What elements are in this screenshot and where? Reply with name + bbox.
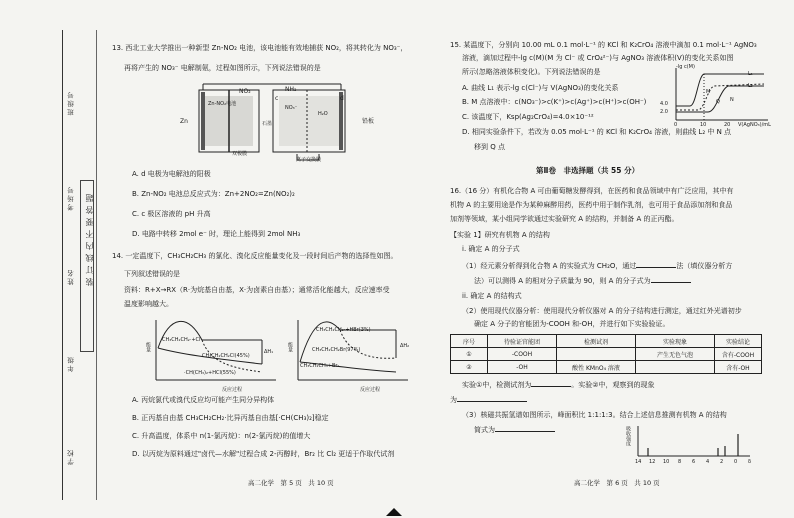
q15-stem3: 所示(忽略溶液体积变化)。下列说法错误的是 bbox=[462, 68, 601, 76]
q16-nmr-xtick: 12 bbox=[649, 459, 656, 465]
q16-nmr-x: δ bbox=[748, 459, 752, 465]
q13-stem: 13. 西北工业大学推出一种新型 Zn-NO₂ 电池，该电池能有效地捕获 NO₂，将其转化为 NO₃⁻， bbox=[112, 44, 408, 52]
binding-grade: 年级 bbox=[67, 355, 75, 372]
q16-nmr-xtick: 0 bbox=[734, 459, 738, 465]
q16-blank-reagent[interactable] bbox=[531, 380, 571, 387]
q16-nmr-xtick: 8 bbox=[678, 459, 682, 465]
binding-line-inner bbox=[96, 30, 97, 500]
binding-name: 姓名 bbox=[67, 268, 75, 285]
table-header: 序号 bbox=[451, 335, 488, 348]
footer-right: 高二化学 第 6 页 共 10 页 bbox=[574, 479, 660, 487]
table-header-row bbox=[451, 335, 762, 348]
q14-right-x: 反应过程 bbox=[360, 387, 381, 393]
q15-chart-xtick-1: 10 bbox=[700, 122, 707, 128]
q16-ii: ii. 确定 A 的结构式 bbox=[462, 292, 522, 300]
q15-option-d-cont: 移到 Q 点 bbox=[474, 143, 505, 151]
q13-bipolar-label: 双极膜 bbox=[232, 151, 248, 157]
table-header: 实验现象 bbox=[636, 335, 715, 348]
q16-sub3b-text: 简式为 bbox=[474, 426, 495, 434]
binding-class: 班级号 bbox=[67, 90, 75, 116]
q14-left-low: ·CH(CH₃)₂+HCl(55%) bbox=[184, 370, 236, 376]
q14-option-d: D. 以丙烷为原料通过"卤代—水解"过程合成 2-丙醇时，Br₂ 比 Cl₂ 更适于作取代试剂 bbox=[132, 450, 395, 458]
q13-d-electrode: d bbox=[340, 95, 344, 102]
binding-seal-box bbox=[80, 180, 94, 352]
q14-option-c: C. 升高温度，体系中 n(1-氯丙烷)：n(2-氯丙烷)的值增大 bbox=[132, 432, 311, 440]
table-cell: 含有-COOH bbox=[715, 348, 762, 361]
table-cell: ① bbox=[451, 348, 488, 361]
q13-diagram bbox=[193, 82, 353, 164]
q16-p1: 16.（16 分）有机化合物 A 可由葡萄糖发酵得到，在医药和食品领域中有广泛应用，其中有 bbox=[450, 187, 734, 195]
q15-chart-m: M bbox=[706, 89, 711, 95]
q13-no3-label: NO₃⁻ bbox=[285, 105, 298, 111]
binding-seal: 装订线内不要答题 bbox=[85, 190, 94, 286]
q15-option-c: C. 该温度下，Ksp(Ag₂CrO₄)=4.0×10⁻¹² bbox=[462, 113, 594, 121]
q13-no2-label: NO₂ bbox=[239, 88, 251, 95]
q13-membrane-label: 离子交换膜 bbox=[296, 157, 322, 163]
q15-chart-ytick-1: 4.0 bbox=[660, 101, 668, 107]
q16-blank-method[interactable] bbox=[636, 261, 676, 268]
q13-c-electrode: c bbox=[275, 95, 279, 102]
q15-stem: 15. 某温度下，分别向 10.00 mL 0.1 mol·L⁻¹ 的 KCl 和 K₂CrO₄ 溶液中滴加 0.1 mol·L⁻¹ AgNO₃ bbox=[450, 41, 757, 49]
q16-blank-text-3: 为 bbox=[450, 396, 457, 404]
table-cell: -OH bbox=[488, 361, 557, 374]
q15-stem2: 溶液，滴加过程中-lg c(M)(M 为 Cl⁻ 或 CrO₄²⁻)与 AgNO₃ 溶液体积(V)的变化关系如图 bbox=[462, 54, 734, 62]
q16-nmr-xtick: 4 bbox=[706, 459, 710, 465]
binding-exam-no: 考场号 bbox=[67, 185, 75, 211]
footer-left: 高二化学 第 5 页 共 10 页 bbox=[248, 479, 334, 487]
q16-nmr-xtick: 14 bbox=[635, 459, 642, 465]
q14-info: 资料：R+X→RX（R·为烷基自由基，X·为卤素自由基）；通常活化能越大，反应速率受 bbox=[124, 286, 390, 294]
q14-stem: 14. 一定温度下，CH₃CH₂CH₃ 的氯化、溴化反应能量变化及一段时间后产物的选择性如图。 bbox=[112, 252, 398, 260]
q14-right-top: CH₃CH₂CH₂·+HBr(3%) bbox=[316, 327, 371, 333]
q14-left-mid: CH₃CH₂CH₂Cl(45%) bbox=[202, 353, 250, 359]
q14-option-a: A. 丙烷氯代或溴代反应均可能产生同分异构体 bbox=[132, 396, 275, 404]
q13-option-d: D. 电路中转移 2mol e⁻ 时，理论上能得到 2mol NH₃ bbox=[132, 230, 301, 238]
q16-blank-text-2: 。实验②中，观察到的现象 bbox=[571, 381, 655, 389]
q16-sub3: （3）核磁共振氢谱如图所示，峰面积比 1:1:1:3。结合上述信息推测有机物 A 的结构 bbox=[462, 411, 727, 419]
q16-blanks-line bbox=[462, 380, 655, 390]
q14-left-top: CH₃CH₂CH₂·+Cl· bbox=[162, 337, 203, 343]
q16-sub1b-text: 法（填仪器分析方 bbox=[676, 262, 733, 270]
binding-school: 学校 bbox=[67, 448, 75, 465]
q16-sub2b: 确定 A 分子的官能团为-COOH 和-OH，并进行如下实验验证。 bbox=[474, 320, 670, 328]
table-cell: -COOH bbox=[488, 348, 557, 361]
q14-stem2: 下列叙述错误的是 bbox=[124, 270, 180, 278]
q16-blank-phenomenon[interactable] bbox=[457, 395, 527, 402]
q15-chart-xtick-0: 0 bbox=[674, 122, 678, 128]
q14-left-y: 能量 bbox=[145, 342, 151, 352]
q16-sub1-text: （1）经元素分析得到化合物 A 的实验式为 CH₂O，通过 bbox=[462, 262, 637, 270]
q15-chart-q: Q bbox=[716, 99, 720, 105]
q16-nmr-xtick: 6 bbox=[692, 459, 696, 465]
q15-chart bbox=[668, 66, 772, 128]
q15-option-a: A. 曲线 L₁ 表示-lg c(Cl⁻)与 V(AgNO₃)的变化关系 bbox=[462, 84, 619, 92]
q14-right-y: 能量 bbox=[287, 342, 293, 352]
q14-right-dh: ΔH₂ bbox=[400, 343, 410, 349]
q13-h2o-label: H₂O bbox=[318, 111, 328, 117]
q16-p3: 加剂等领域，某小组同学欲通过实验研究 A 的结构，并制备 A 的正丙酯。 bbox=[450, 215, 679, 223]
q15-chart-ytick-2: 2.0 bbox=[660, 109, 668, 115]
table-cell-blank[interactable] bbox=[636, 361, 715, 374]
q16-nmr-xtick: 10 bbox=[663, 459, 670, 465]
q16-blanks-line-2 bbox=[450, 395, 527, 405]
q16-nmr-xtick: 2 bbox=[720, 459, 724, 465]
q16-sub1c bbox=[474, 276, 691, 286]
q15-chart-l2: L₂ bbox=[748, 83, 753, 89]
q15-option-d: D. 相同实验条件下，若改为 0.05 mol·L⁻¹ 的 KCl 和 K₂CrO₄ 溶液，则曲线 L₂ 中 N 点 bbox=[462, 128, 732, 136]
q15-chart-xtick-2: 20 bbox=[724, 122, 731, 128]
q13-option-c: C. c 极区溶液的 pH 升高 bbox=[132, 210, 211, 218]
table-cell: 酸性 KMnO₄ 溶液 bbox=[557, 361, 636, 374]
q13-battery-label: Zn-NO₂电池 bbox=[208, 101, 237, 107]
q14-left-dh: ΔH₁ bbox=[264, 349, 274, 355]
section-2-title: 第Ⅱ卷 非选择题（共 55 分） bbox=[536, 166, 640, 175]
q13-option-a: A. d 电极为电解池的阳极 bbox=[132, 170, 211, 178]
scan-mark bbox=[386, 508, 402, 516]
q16-sub1 bbox=[462, 261, 732, 271]
q16-sub1c-text: 法）可以测得 A 的相对分子质量为 90，则 A 的分子式为 bbox=[474, 277, 651, 285]
q13-stem2: 再将产生的 NO₃⁻ 电解制氨，过程如图所示，下列说法错误的是 bbox=[124, 64, 321, 72]
q14-left-x: 反应过程 bbox=[222, 387, 243, 393]
q14-right-mid: CH₃CH₂CH₂Br(97%) bbox=[312, 347, 361, 353]
table-cell: ② bbox=[451, 361, 488, 374]
q16-exp1: 【实验 1】研究有机物 A 的结构 bbox=[450, 231, 550, 239]
table-cell-blank[interactable] bbox=[557, 348, 636, 361]
q13-zn-label: Zn bbox=[180, 118, 188, 125]
q13-nh3-label: NH₃ bbox=[285, 86, 297, 93]
q16-i: i. 确定 A 的分子式 bbox=[462, 245, 520, 253]
q13-option-b: B. Zn-NO₂ 电池总反应式为：Zn+2NO₂=Zn(NO₂)₂ bbox=[132, 190, 295, 198]
table-header: 实验结论 bbox=[715, 335, 762, 348]
q16-table bbox=[450, 334, 762, 374]
binding-line-outer bbox=[62, 30, 63, 500]
q14-info2: 温度影响越大。 bbox=[124, 300, 173, 308]
q15-chart-y: -lg c(M) bbox=[676, 64, 695, 70]
q15-chart-x: V(AgNO₃)/mL bbox=[738, 122, 771, 128]
q16-p2: 机物 A 的主要用途是作为某种麻醉用药，医药中用于制作乳剂，也可用于食品添加剂和食品 bbox=[450, 201, 733, 209]
table-header: 检测试剂 bbox=[557, 335, 636, 348]
table-cell: 含有-OH bbox=[715, 361, 762, 374]
q15-chart-n: N bbox=[730, 97, 734, 103]
q14-option-b: B. 正丙基自由基 CH₃CH₂CH₂·比异丙基自由基[·CH(CH₃)₂]稳定 bbox=[132, 414, 329, 422]
q15-chart-l1: L₁ bbox=[748, 71, 753, 77]
q16-blank-structure[interactable] bbox=[495, 425, 555, 432]
q15-option-b: B. M 点溶液中：c(NO₃⁻)>c(K⁺)>c(Ag⁺)>c(H⁺)>c(OH⁻) bbox=[462, 98, 647, 106]
q13-graphite-label: 石墨 bbox=[262, 121, 273, 127]
table-header: 待验证官能团 bbox=[488, 335, 557, 348]
q13-lead-label: 铅板 bbox=[362, 118, 375, 125]
q16-nmr-y: 吸收强度 bbox=[625, 426, 631, 446]
q14-right-low: CH₃CH₂CH₃+Br· bbox=[300, 363, 340, 369]
q16-blank-formula[interactable] bbox=[651, 276, 691, 283]
q16-sub2: （2）使用现代仪器分析：使用现代分析仪器对 A 的分子结构进行测定，通过红外光谱初步 bbox=[462, 307, 742, 315]
q16-sub3b-line bbox=[474, 425, 555, 435]
table-cell: 产生无色气泡 bbox=[636, 348, 715, 361]
table-row bbox=[451, 348, 762, 361]
q16-blank-text-1: 实验①中，检测试剂为 bbox=[462, 381, 532, 389]
table-row bbox=[451, 361, 762, 374]
